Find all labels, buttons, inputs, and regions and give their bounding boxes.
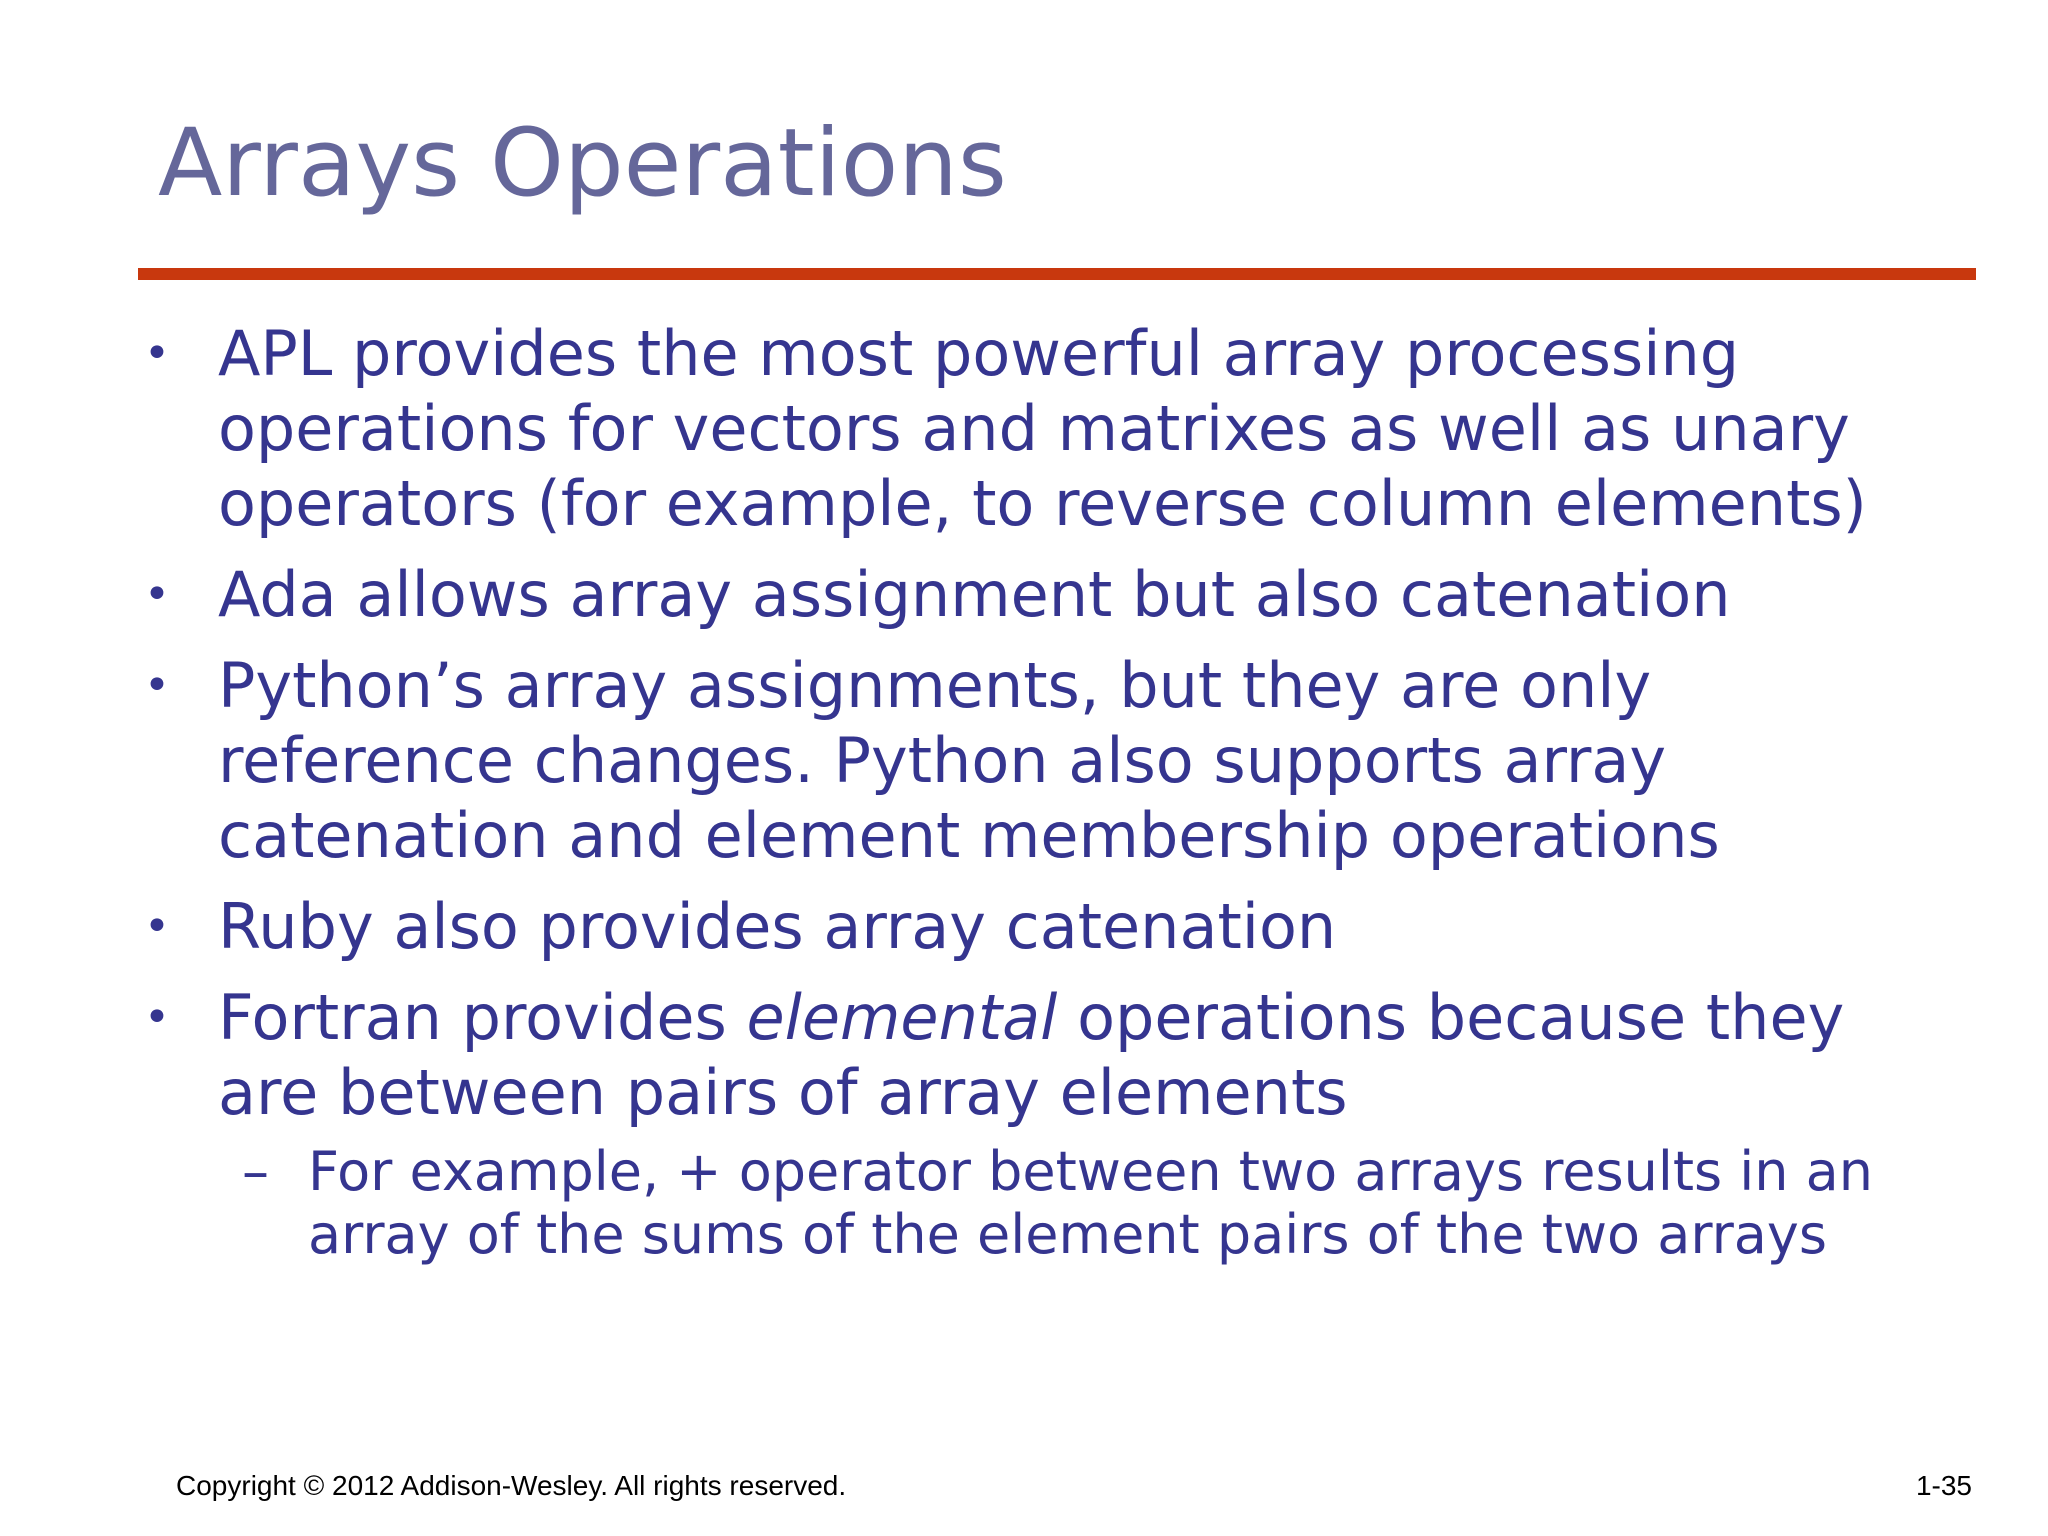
bullet-line: catenation and element membership operations xyxy=(218,799,1720,872)
bullet-line: Python’s array assignments, but they are only xyxy=(218,649,1652,722)
bullet-line: are between pairs of array elements xyxy=(218,1056,1348,1129)
bullet-line: reference changes. Python also supports array xyxy=(218,724,1667,797)
emphasis-term: elemental xyxy=(746,981,1058,1054)
bullet-marker: • xyxy=(144,901,170,952)
bullet-line: Ada allows array assignment but also catenation xyxy=(218,558,1731,631)
bullet-marker: • xyxy=(144,660,170,711)
bullet-line: APL provides the most powerful array processing xyxy=(218,317,1740,390)
bullet-marker: • xyxy=(144,992,170,1043)
bullet-fortran xyxy=(138,980,1958,1266)
bullet-python xyxy=(138,648,1958,873)
bullet-line xyxy=(218,980,1958,1055)
bullet-list xyxy=(138,316,1958,1282)
bullet-apl xyxy=(138,316,1958,541)
bullet-ada xyxy=(138,557,1958,632)
title-divider xyxy=(138,268,1976,280)
bullet-text: Fortran provides xyxy=(218,981,747,1054)
sub-bullet-line: For example, + operator between two arrays results in an xyxy=(308,1140,1873,1203)
sub-bullet-marker: – xyxy=(242,1140,269,1203)
sub-bullet-line: array of the sums of the element pairs of the two arrays xyxy=(308,1203,1827,1266)
bullet-ruby xyxy=(138,889,1958,964)
slide-title: Arrays Operations xyxy=(158,109,1007,218)
bullet-line: Ruby also provides array catenation xyxy=(218,890,1337,963)
bullet-text: operations because they xyxy=(1057,981,1845,1054)
bullet-line: operators (for example, to reverse column elements) xyxy=(218,467,1867,540)
sub-bullet-list xyxy=(218,1140,1958,1266)
bullet-marker: • xyxy=(144,569,170,620)
bullet-line: operations for vectors and matrixes as well as unary xyxy=(218,392,1850,465)
footer-copyright: Copyright © 2012 Addison-Wesley. All rights reserved. xyxy=(176,1470,847,1501)
page-number: 1-35 xyxy=(1915,1470,1972,1501)
bullet-marker: • xyxy=(144,328,170,379)
sub-bullet-example xyxy=(218,1140,1958,1266)
